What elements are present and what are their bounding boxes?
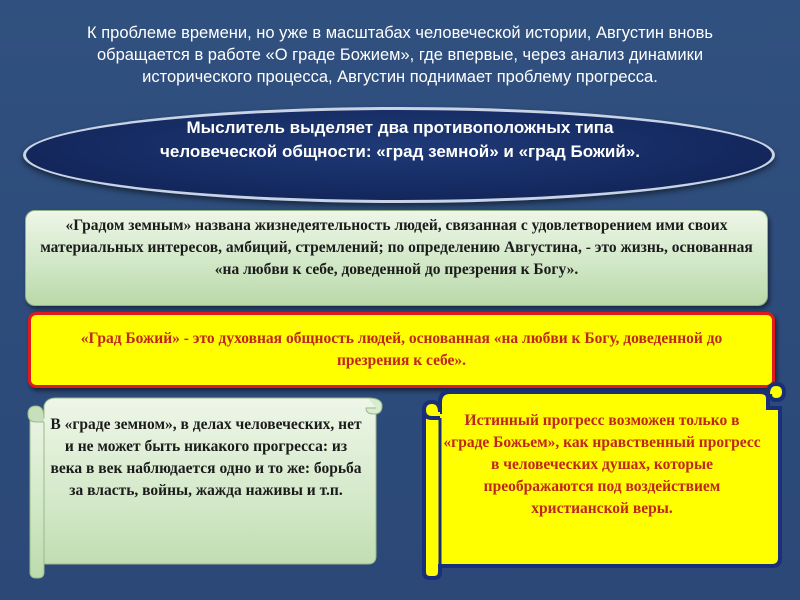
- thinker-oval-text: Мыслитель выделяет два противоположных типа человеческой общности: «град земной» и «град Божий».: [160, 118, 640, 161]
- right-scroll-text: Истинный прогресс возможен только в «граде Божьем», как нравственный прогресс в человеческих душах, которые преображаются под воздействием христианской веры.: [443, 412, 761, 517]
- city-of-god-box: [28, 312, 775, 388]
- left-scroll-text: В «граде земном», в делах человеческих, нет и не может быть никакого прогресса: из века в век наблюдается одно и то же: борьба за власть, войны, жажда наживы и т.п.: [50, 416, 362, 499]
- intro-text: К проблеме времени, но уже в масштабах человеческой истории, Августин вновь обращается в работе «О граде Божием», где впервые, через анализ динамики исторического процесса, Августин поднимает проблему прогресса.: [87, 24, 713, 86]
- city-of-god-text: «Град Божий» - это духовная общность людей, основанная «на любви к Богу, доведенной до презрения к себе».: [80, 330, 723, 369]
- earthly-city-box: [25, 210, 768, 306]
- earthly-city-text: «Градом земным» названа жизнедеятельность людей, связанная с удовлетворением ими своих материальных интересов, амбиций, стремлений; по определению Августина, - это жизнь, основанная «на любви к себе, доведенной до презрения к Богу».: [40, 217, 753, 278]
